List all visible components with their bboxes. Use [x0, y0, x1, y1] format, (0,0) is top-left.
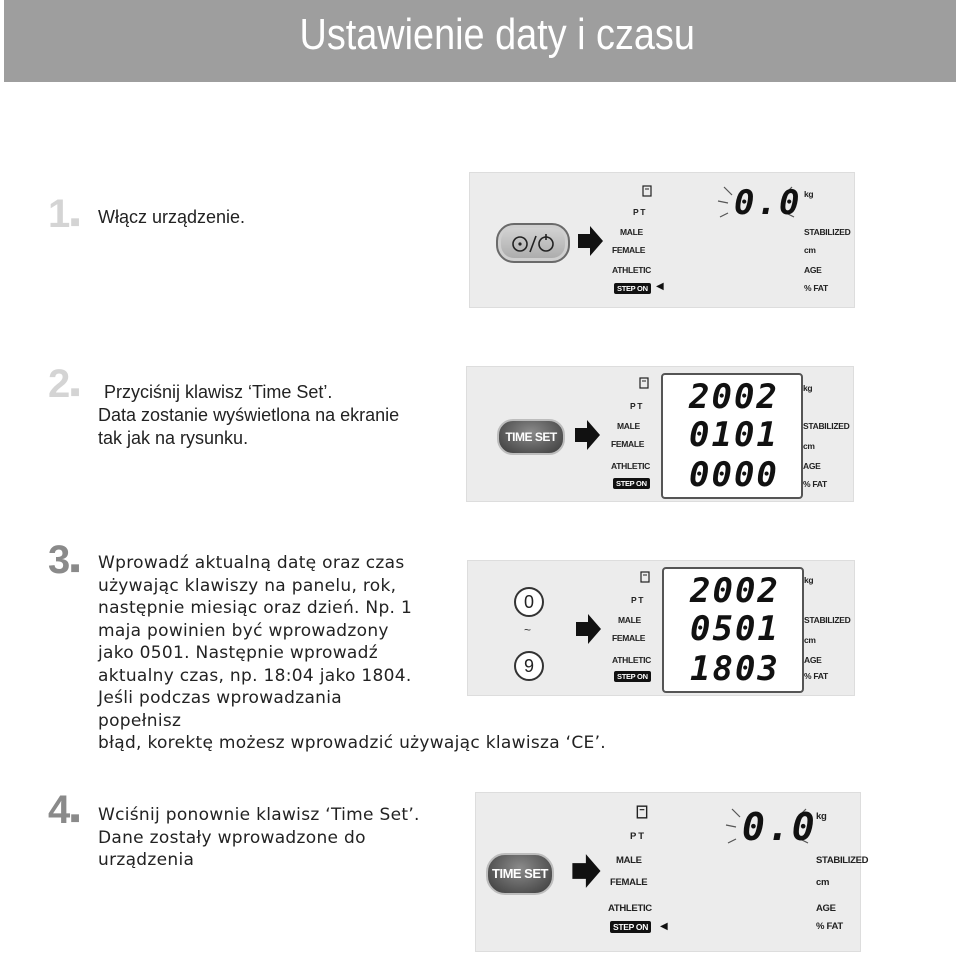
- panel-step-2: TIME SET P T MALE FEMALE ATHLETIC STEP ON 2002 0101 0000 kg STABILIZED cm AGE % FAT: [466, 366, 854, 502]
- lcd-weight: 0.0: [734, 183, 802, 223]
- power-icon: [498, 225, 568, 261]
- panel-step-4: TIME SET P T MALE FEMALE ATHLETIC STEP ON ◀ 0.0 kg STABILIZED cm AGE % FAT: [475, 792, 861, 952]
- step-number-3: 3■: [48, 538, 80, 582]
- lcd-year: 2002: [690, 571, 780, 611]
- lcd-weight: 0.0: [742, 805, 817, 849]
- lcd-display: [661, 373, 803, 499]
- scale-icon: [642, 185, 652, 197]
- step-1-text: Włącz urządzenie.: [98, 207, 246, 227]
- panel-step-3: 0 ~ 9 P T MALE FEMALE ATHLETIC STEP ON 2002 0501 1803 kg STABILIZED cm AGE % FAT: [467, 560, 855, 696]
- scale-icon: [636, 805, 648, 819]
- step-3-text: Wprowadź aktualną datę oraz czas używając klawiszy na panelu, rok, następnie miesiąc oraz dzień. Np. 1 maja powinien być wprowadzony jako 0501. Następnie wprowadź aktualny czas, np. 18:04 jako 1804. Jeśli podczas wprowadzania popełnisz błąd, korektę możesz wprowadzić używając klawisza ‘CE’.: [98, 553, 606, 753]
- lcd-display: [666, 177, 802, 299]
- key-9[interactable]: 9: [514, 651, 544, 681]
- key-0[interactable]: 0: [514, 587, 544, 617]
- step-2-text: Przyciśnij klawisz ‘Time Set’. Data zostanie wyświetlona na ekranie tak jak na rysunku.: [98, 382, 400, 448]
- lcd-date: 0501: [690, 609, 780, 649]
- step-number-2: 2■: [48, 362, 80, 406]
- lcd-date: 0101: [689, 415, 779, 455]
- step-number-1: 1■: [48, 192, 80, 236]
- lcd-display: [662, 567, 804, 693]
- scale-icon: [639, 377, 649, 389]
- arrow-right-icon: [576, 613, 602, 645]
- lcd-year: 2002: [689, 377, 779, 417]
- time-set-button[interactable]: TIME SET: [497, 419, 565, 455]
- page-title: Ustawienie daty i czasu: [299, 10, 695, 59]
- step-4-text: Wciśnij ponownie klawisz ‘Time Set’. Dane zostały wprowadzone do urządzenia: [98, 805, 420, 870]
- arrow-right-icon: [572, 853, 602, 889]
- time-set-button[interactable]: TIME SET: [486, 853, 554, 895]
- arrow-right-icon: [578, 225, 604, 257]
- panel-step-1: P T MALE FEMALE ATHLETIC STEP ON ◀ 0.0 kg STABILIZED cm AGE % FAT: [469, 172, 855, 308]
- scale-icon: [640, 571, 650, 583]
- header-bar: [4, 0, 956, 82]
- power-button[interactable]: [496, 223, 570, 263]
- arrow-right-icon: [575, 419, 601, 451]
- step-number-4: 4■: [48, 788, 80, 832]
- lcd-display: [672, 797, 817, 943]
- lcd-time: 1803: [690, 649, 780, 689]
- lcd-time: 0000: [689, 455, 779, 495]
